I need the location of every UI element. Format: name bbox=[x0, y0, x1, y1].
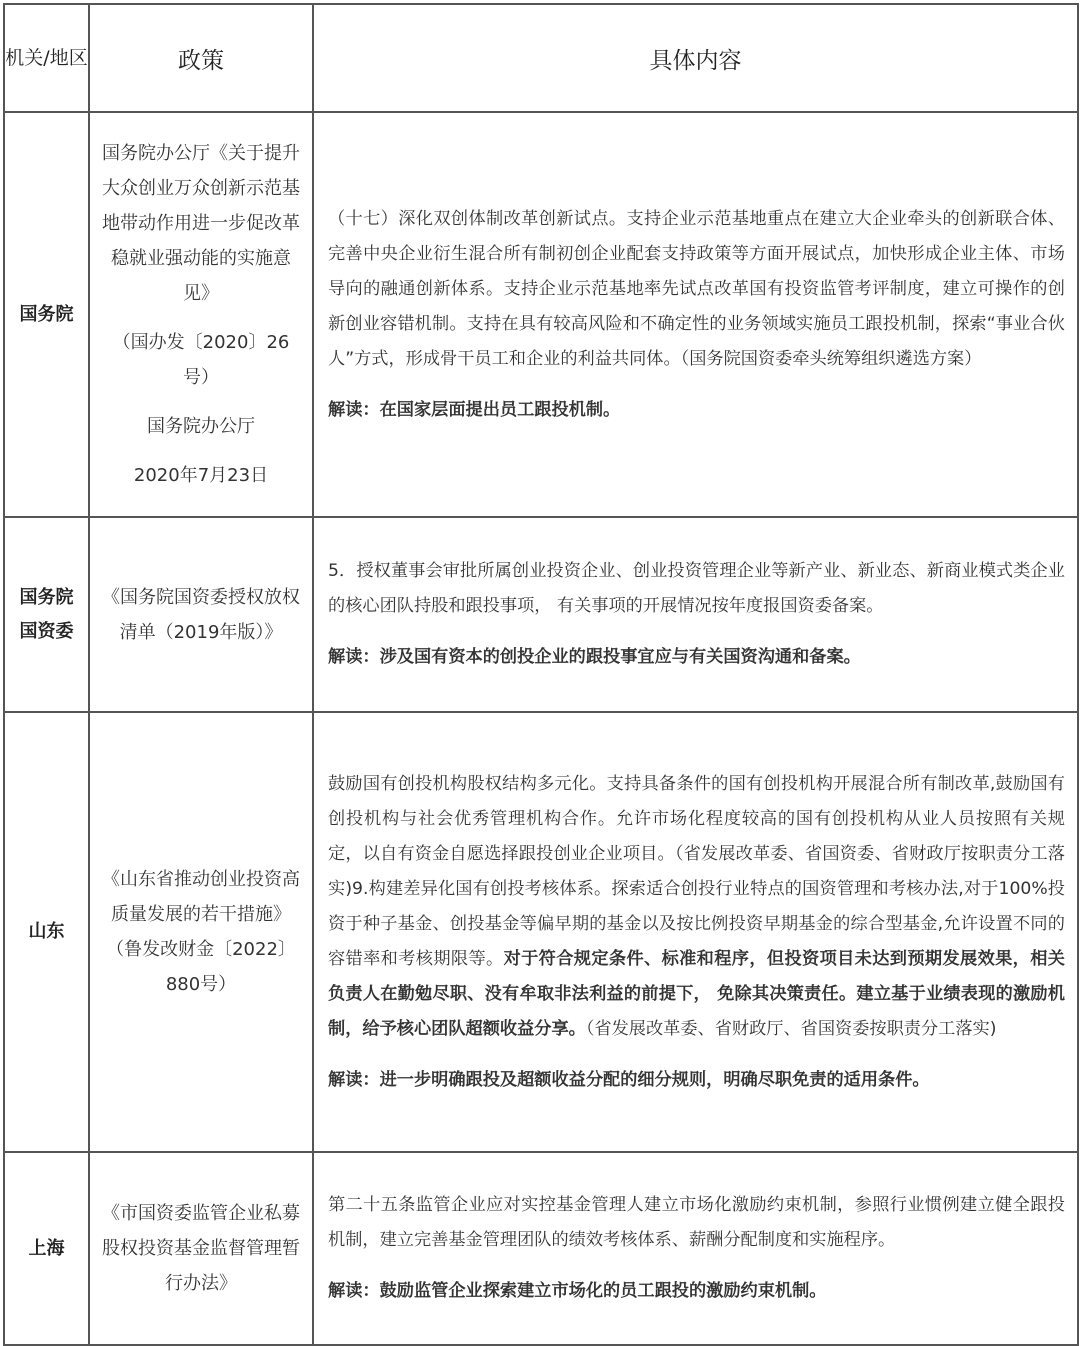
header-content: 具体内容 bbox=[313, 4, 1078, 112]
row-content bbox=[313, 712, 1078, 1152]
policy-table bbox=[3, 3, 1079, 1346]
row-org: 山东 bbox=[4, 712, 89, 1152]
content-text: 5．授权董事会审批所属创业投资企业、创业投资管理企业等新产业、新业态、新商业模式类企业的核心团队持股和跟投事项， 有关事项的开展情况按年度报国资委备案。 bbox=[328, 561, 1065, 616]
table-row bbox=[4, 112, 1078, 517]
content-text: 第二十五条监管企业应对实控基金管理人建立市场化激励约束机制，参照行业惯例建立健全跟投机制，建立完善基金管理团队的绩效考核体系、薪酬分配制度和实施程序。 bbox=[328, 1195, 1065, 1250]
policy-title: 国务院办公厅《关于提升大众创业万众创新示范基地带动作用进一步促改革稳就业强动能的实施意见》 bbox=[102, 143, 300, 304]
row-policy bbox=[89, 112, 313, 517]
policy-title: 《市国资委监管企业私募股权投资基金监督管理暂行办法》 bbox=[102, 1203, 300, 1294]
row-policy bbox=[89, 1152, 313, 1345]
row-org: 上海 bbox=[4, 1152, 89, 1345]
content-text-part-b: （省发展改革委、省财政厅、省国资委按职责分工落实) bbox=[585, 1018, 997, 1039]
row-content bbox=[313, 517, 1078, 712]
table-row bbox=[4, 517, 1078, 712]
table-row bbox=[4, 1152, 1078, 1345]
row-content bbox=[313, 112, 1078, 517]
row-org: 国务院国资委 bbox=[4, 517, 89, 712]
content-text: （十七）深化双创体制改革创新试点。支持企业示范基地重点在建立大企业牵头的创新联合体、完善中央企业衍生混合所有制初创企业配套支持政策等方面开展试点，加快形成企业主体、市场导向的融通创新体系。支持企业示范基地率先试点改革国有投资监管考评制度，建立可操作的创新创业容错机制。支持在具有较高风险和不确定性的业务领域实施员工跟投机制，探索“事业合伙人”方式，形成骨干员工和企业的利益共同体。（国务院国资委牵头统筹组织遴选方案） bbox=[328, 208, 1065, 369]
row-policy bbox=[89, 712, 313, 1152]
policy-date: 2020年7月23日 bbox=[133, 465, 269, 486]
policy-issuer: 国务院办公厅 bbox=[147, 416, 255, 437]
table-header-row bbox=[4, 4, 1078, 112]
reading-text: 解读：进一步明确跟投及超额收益分配的细分规则，明确尽职免责的适用条件。 bbox=[328, 1069, 930, 1090]
reading-text: 解读：鼓励监管企业探索建立市场化的员工跟投的激励约束机制。 bbox=[328, 1281, 827, 1301]
policy-title: 《山东省推动创业投资高质量发展的若干措施》（鲁发改财金〔2022〕880号） bbox=[102, 869, 300, 995]
policy-doc-number: （国办发〔2020〕26号） bbox=[112, 332, 290, 388]
row-content bbox=[313, 1152, 1078, 1345]
table-row bbox=[4, 712, 1078, 1152]
content-text-part-a: 鼓励国有创投机构股权结构多元化。支持具备条件的国有创投机构开展混合所有制改革,鼓励国有创投机构与社会优秀管理机构合作。允许市场化程度较高的国有创投机构从业人员按照有关规定，以自有资金自愿选择跟投创业企业项目。（省发展改革委、省国资委、省财政厅按职责分工落实)9.构建差异化国有创投考核体系。探索适合创投行业特点的国资管理和考核办法,对于100%投资于种子基金、创投基金等偏早期的基金以及按比例投资早期基金的综合型基金,允许设置不同的容错率和考核期限等。 bbox=[328, 773, 1065, 969]
content-text bbox=[328, 767, 1065, 1047]
reading-text: 解读：在国家层面提出员工跟投机制。 bbox=[328, 399, 621, 420]
header-policy: 政策 bbox=[89, 4, 313, 112]
header-org: 机关/地区 bbox=[4, 4, 89, 112]
policy-title: 《国务院国资委授权放权清单（2019年版）》 bbox=[102, 586, 300, 643]
row-policy bbox=[89, 517, 313, 712]
row-org: 国务院 bbox=[4, 112, 89, 517]
reading-text: 解读：涉及国有资本的创投企业的跟投事宜应与有关国资沟通和备案。 bbox=[328, 647, 861, 667]
content-text-bold: 对于符合规定条件、标准和程序，但投资项目未达到预期发展效果，相关负责人在勤勉尽职、没有牟取非法利益的前提下， 免除其决策责任。建立基于业绩表现的激励机制，给予核心团队超额收益分享。 bbox=[328, 948, 1065, 1039]
